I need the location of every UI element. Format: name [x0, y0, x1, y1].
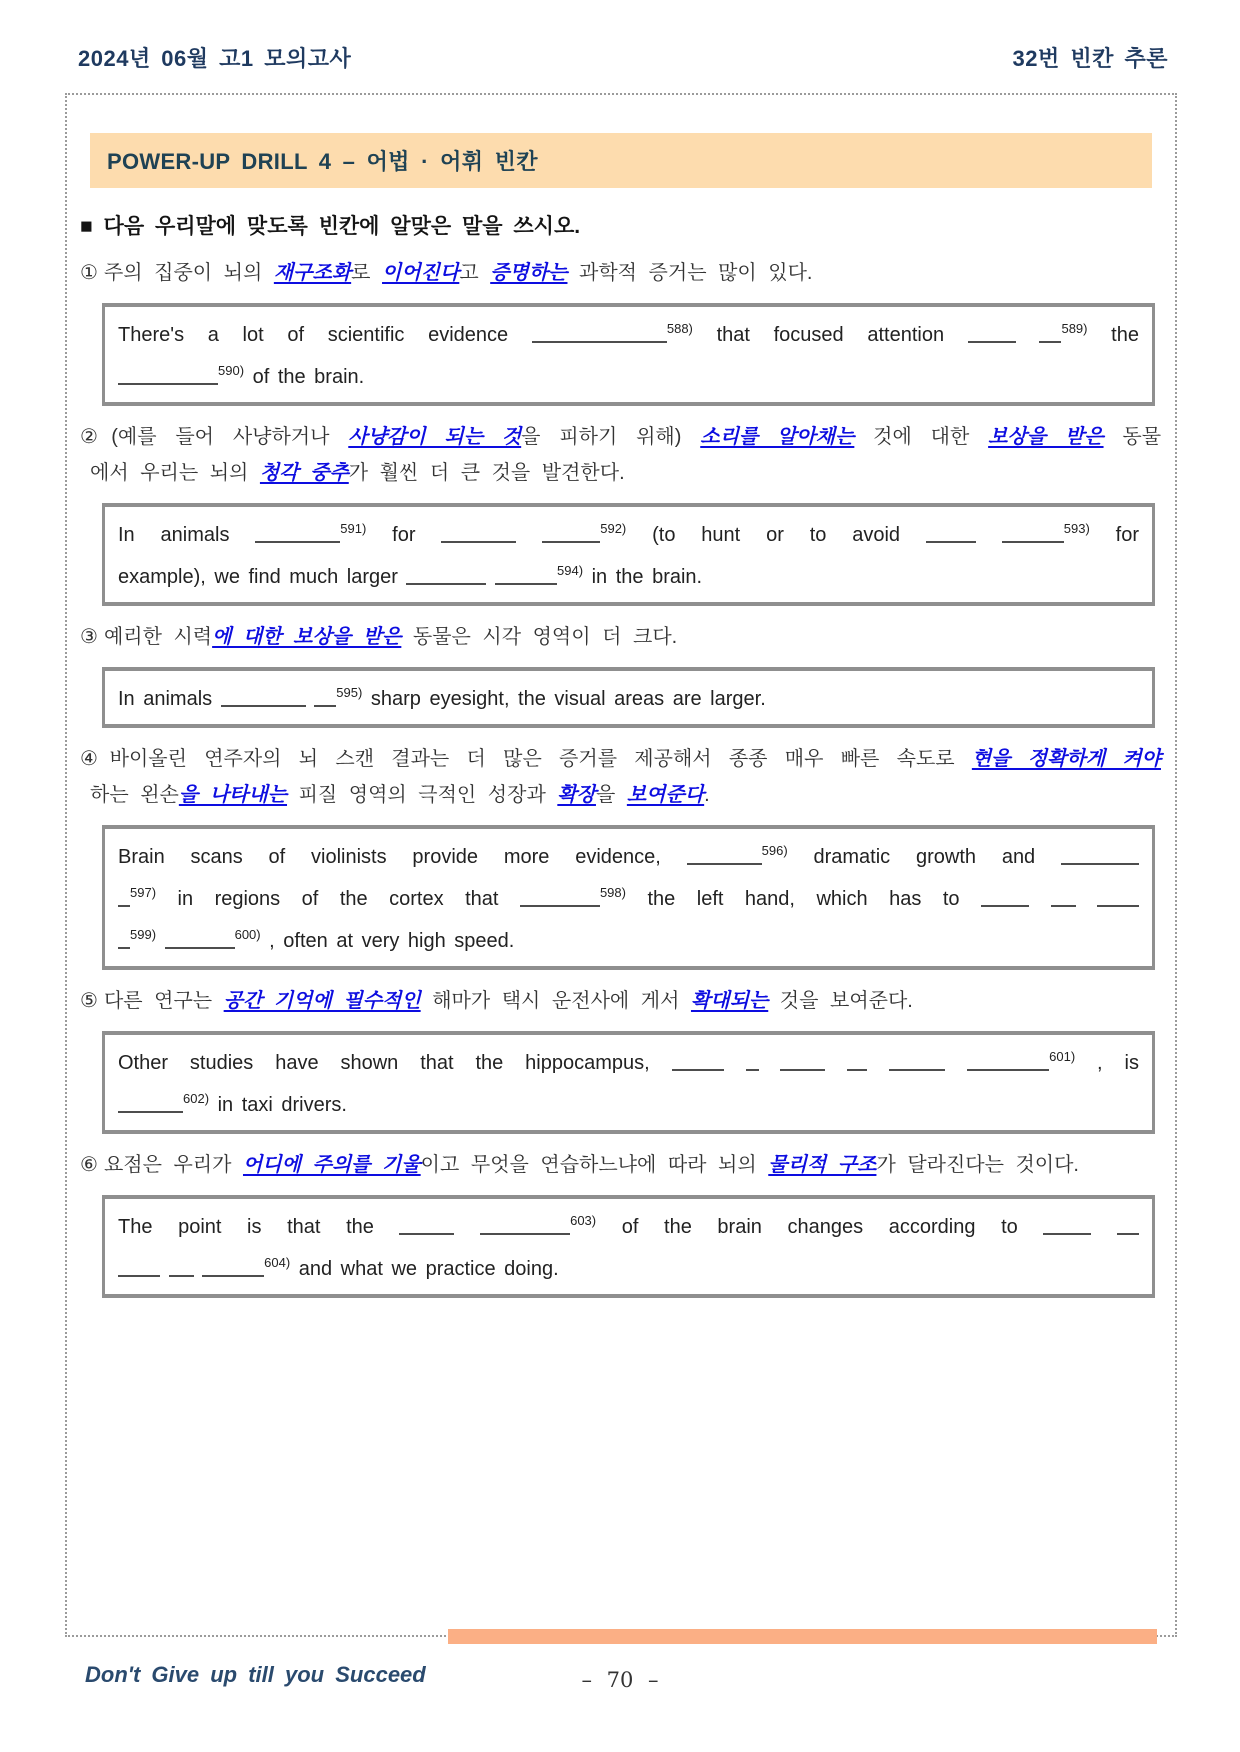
korean-line [80, 619, 1161, 655]
korean-keyword: 을 나타내는 [178, 784, 288, 806]
answer-blank [1061, 851, 1139, 865]
english-text [516, 524, 542, 546]
korean-line [80, 419, 1161, 455]
english-text: example), we find much larger [118, 566, 407, 588]
answer-blank [672, 1057, 724, 1071]
item-korean [80, 1147, 1161, 1183]
korean-keyword: 어디에 주의를 기울 [242, 1154, 421, 1176]
english-text [825, 1052, 847, 1074]
english-text: in the brain. [583, 566, 703, 588]
footnote-number: 595) [336, 685, 363, 700]
korean-line [80, 255, 1161, 291]
item-korean [80, 255, 1161, 291]
english-sentence-box [102, 825, 1155, 970]
answer-blank [1051, 893, 1076, 907]
english-text: the left hand, which has to [625, 888, 981, 910]
korean-line [90, 455, 1161, 491]
korean-text: 하는 왼손 [90, 784, 179, 806]
english-text: The point is that the [118, 1216, 400, 1238]
english-text: dramatic growth and [787, 846, 1061, 868]
item-number: ① [80, 262, 98, 284]
footnote-number: 588) [666, 321, 693, 336]
korean-keyword: 확장 [557, 784, 596, 806]
english-text: sharp eyesight, the visual areas are larger. [362, 688, 766, 710]
english-text [1029, 888, 1051, 910]
page-number: – 70 – [581, 1668, 659, 1692]
english-text [160, 1258, 169, 1280]
english-text [1091, 1216, 1117, 1238]
korean-text: 것을 보여준다. [768, 990, 913, 1012]
korean-line [80, 741, 1161, 777]
english-text: , is [1075, 1052, 1139, 1074]
answer-blank [441, 529, 516, 543]
english-text: Brain scans of violinists provide more evidence, [118, 846, 687, 868]
answer-blank [1097, 893, 1139, 907]
item-1 [80, 255, 1161, 406]
korean-text: 에서 우리는 뇌의 [90, 462, 260, 484]
english-line [118, 875, 1139, 917]
item-number: ② [80, 426, 106, 448]
korean-text: 가 훨씬 더 큰 것을 발견한다. [348, 462, 625, 484]
english-line [118, 917, 1139, 959]
english-text [945, 1052, 967, 1074]
english-text [486, 566, 495, 588]
korean-text: 동물은 시각 영역이 더 크다. [401, 626, 678, 648]
english-text [156, 930, 165, 952]
korean-text: 고 [459, 262, 491, 284]
korean-text: 예리한 시력 [103, 626, 213, 648]
answer-blank [1039, 329, 1061, 343]
korean-keyword: 물리적 구조 [768, 1154, 877, 1176]
footnote-number: 596) [761, 843, 788, 858]
korean-text: (예를 들어 사냥하거나 [111, 426, 349, 448]
korean-text: 가 달라진다는 것이다. [876, 1154, 1079, 1176]
answer-blank [967, 1057, 1049, 1071]
korean-keyword: 증명하는 [490, 262, 568, 284]
english-line [118, 1245, 1139, 1287]
footnote-number: 603) [570, 1213, 597, 1228]
english-text: in regions of the cortex that [156, 888, 520, 910]
korean-keyword: 이어진다 [382, 262, 460, 284]
korean-text: 주의 집중이 뇌의 [103, 262, 274, 284]
english-sentence-box [102, 303, 1155, 406]
english-text: that focused attention [692, 324, 968, 346]
footnote-number: 597) [130, 885, 157, 900]
english-text: and what we practice doing. [290, 1258, 559, 1280]
english-text [454, 1216, 480, 1238]
english-line [118, 675, 1139, 717]
korean-text: 것에 대한 [854, 426, 989, 448]
drill-banner [90, 133, 1152, 188]
korean-keyword: 현을 정확하게 켜야 [971, 748, 1161, 770]
english-text: for [1089, 524, 1139, 546]
item-number: ⑥ [80, 1154, 98, 1176]
english-sentence-box [102, 667, 1155, 728]
english-text: In animals [118, 524, 256, 546]
english-line [118, 511, 1139, 553]
korean-keyword: 사냥감이 되는 것 [348, 426, 522, 448]
korean-keyword: 공간 기억에 필수적인 [223, 990, 421, 1012]
instruction-line [80, 212, 1175, 242]
korean-text: 동물 [1103, 426, 1162, 448]
item-2 [80, 419, 1161, 606]
korean-keyword: 재구조화 [273, 262, 352, 284]
english-sentence-box [102, 503, 1155, 606]
korean-line [90, 777, 1161, 813]
korean-line [80, 1147, 1161, 1183]
answer-blank [165, 935, 235, 949]
answer-blank [542, 529, 600, 543]
answer-blank [1043, 1221, 1091, 1235]
korean-keyword: 보여준다 [626, 784, 705, 806]
korean-text: 이고 무엇을 연습하느냐에 따라 뇌의 [420, 1154, 769, 1176]
footnote-number: 599) [130, 927, 157, 942]
english-text: (to hunt or to avoid [626, 524, 926, 546]
english-text: of the brain changes according to [596, 1216, 1044, 1238]
item-6 [80, 1147, 1161, 1298]
english-line [118, 353, 1139, 395]
footnote-number: 591) [340, 521, 367, 536]
english-text: in taxi drivers. [209, 1094, 347, 1116]
footnote-number: 592) [600, 521, 627, 536]
bottom-accent-bar [448, 1629, 1157, 1644]
korean-text: . [704, 784, 710, 806]
answer-blank [399, 1221, 454, 1235]
korean-keyword: 확대되는 [690, 990, 769, 1012]
square-bullet-icon: ■ [80, 215, 93, 238]
footnote-number: 593) [1063, 521, 1090, 536]
english-text [867, 1052, 889, 1074]
english-text [306, 688, 315, 710]
english-text: There's a lot of scientific evidence [118, 324, 532, 346]
english-text: In animals [118, 688, 221, 710]
item-5 [80, 983, 1161, 1134]
answer-blank [118, 371, 218, 385]
english-text [976, 524, 1002, 546]
answer-blank [746, 1057, 759, 1071]
answer-blank [495, 571, 557, 585]
answer-blank [406, 571, 486, 585]
english-text: of the brain. [244, 366, 365, 388]
item-korean [80, 983, 1161, 1019]
instruction-text: 다음 우리말에 맞도록 빈칸에 알맞은 말을 쓰시오. [103, 215, 581, 238]
item-korean [80, 619, 1161, 655]
english-text: , often at very high speed. [260, 930, 515, 952]
item-number: ③ [80, 626, 98, 648]
korean-text: 과학적 증거는 많이 있다. [567, 262, 813, 284]
answer-blank [687, 851, 762, 865]
answer-blank [847, 1057, 867, 1071]
content-dotted-box [65, 93, 1177, 1637]
footnote-number: 604) [264, 1255, 291, 1270]
header-question-type: 32번 빈칸 추론 [1012, 46, 1168, 71]
english-text: Other studies have shown that the hippocampus, [118, 1052, 672, 1074]
answer-blank [968, 329, 1016, 343]
english-text [724, 1052, 746, 1074]
item-number: ⑤ [80, 990, 98, 1012]
korean-text: 다른 연구는 [103, 990, 224, 1012]
answer-blank [118, 935, 130, 949]
english-text [1076, 888, 1098, 910]
english-sentence-box [102, 1195, 1155, 1298]
korean-line [80, 983, 1161, 1019]
footnote-number: 594) [557, 563, 584, 578]
answer-blank [480, 1221, 570, 1235]
answer-blank [780, 1057, 825, 1071]
english-text [759, 1052, 781, 1074]
footnote-number: 589) [1061, 321, 1088, 336]
footnote-number: 600) [234, 927, 261, 942]
answer-blank [221, 693, 306, 707]
korean-keyword: 소리를 알아채는 [700, 426, 855, 448]
answer-blank [118, 1099, 183, 1113]
answer-blank [202, 1263, 264, 1277]
korean-text: 바이올린 연주자의 뇌 스캔 결과는 더 많은 증거를 제공해서 종종 매우 빠른 속도로 [109, 748, 972, 770]
korean-text: 을 [595, 784, 627, 806]
korean-text: 을 피하기 위해) [521, 426, 701, 448]
answer-blank [118, 1263, 160, 1277]
answer-blank [532, 329, 667, 343]
answer-blank [169, 1263, 194, 1277]
answer-blank [314, 693, 336, 707]
english-line [118, 833, 1139, 875]
answer-blank [889, 1057, 945, 1071]
korean-keyword: 에 대한 보상을 받은 [212, 626, 402, 648]
answer-blank [255, 529, 340, 543]
footnote-number: 590) [218, 363, 245, 378]
answer-blank [520, 893, 600, 907]
korean-text: 피질 영역의 극적인 성장과 [287, 784, 558, 806]
english-line [118, 1081, 1139, 1123]
english-text [1016, 324, 1040, 346]
answer-blank [926, 529, 976, 543]
drill-banner-title: POWER-UP DRILL 4 – 어법 · 어휘 빈칸 [107, 149, 538, 174]
item-korean [80, 419, 1161, 491]
item-number: ④ [80, 748, 104, 770]
item-3 [80, 619, 1161, 728]
english-sentence-box [102, 1031, 1155, 1134]
english-line [118, 553, 1139, 595]
english-line [118, 1203, 1139, 1245]
header-exam-title: 2024년 06월 고1 모의고사 [78, 46, 352, 71]
korean-text: 로 [351, 262, 383, 284]
english-text: the [1087, 324, 1139, 346]
english-text: for [366, 524, 442, 546]
answer-blank [1002, 529, 1064, 543]
item-4 [80, 741, 1161, 970]
answer-blank [981, 893, 1029, 907]
english-text [194, 1258, 203, 1280]
korean-keyword: 보상을 받은 [988, 426, 1104, 448]
english-line [118, 1039, 1139, 1081]
english-line [118, 311, 1139, 353]
footer-motto: Don't Give up till you Succeed [85, 1662, 426, 1687]
footnote-number: 602) [183, 1091, 210, 1106]
korean-keyword: 청각 중추 [259, 462, 349, 484]
answer-blank [118, 893, 130, 907]
korean-text: 해마가 택시 운전사에 게서 [420, 990, 691, 1012]
items-list [67, 255, 1175, 1298]
item-korean [80, 741, 1161, 813]
answer-blank [1117, 1221, 1139, 1235]
footnote-number: 598) [599, 885, 626, 900]
korean-text: 요점은 우리가 [103, 1154, 243, 1176]
footnote-number: 601) [1049, 1049, 1076, 1064]
